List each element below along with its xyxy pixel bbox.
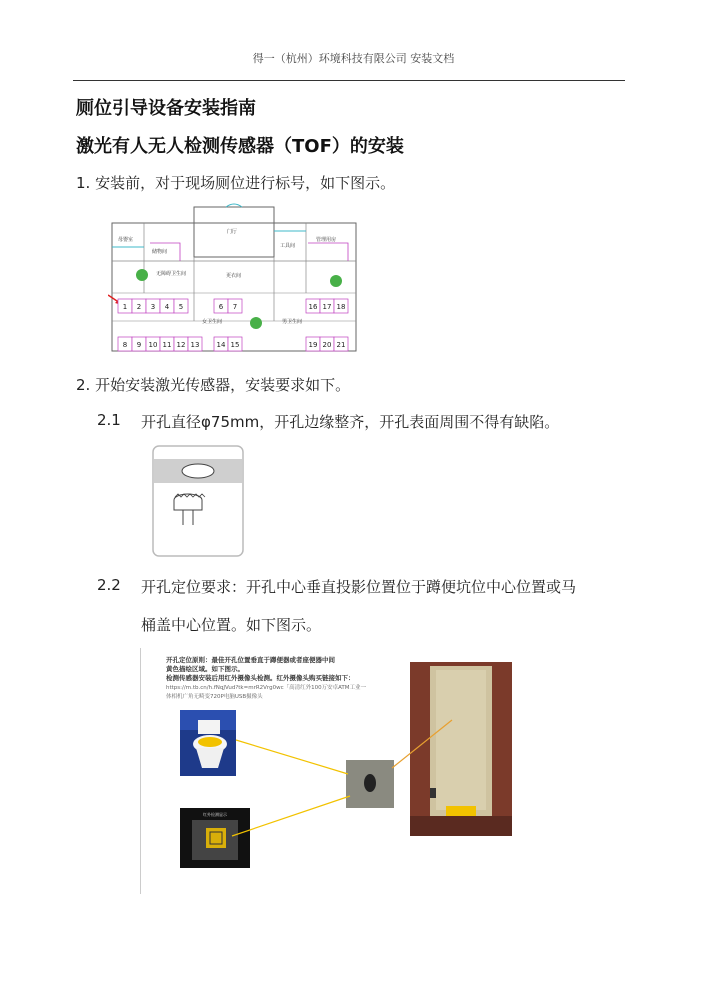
room-label: 门厅 (227, 229, 238, 235)
section-title: 激光有人无人检测传感器（TOF）的安装 (76, 136, 404, 157)
stall-number: 19 (308, 341, 318, 349)
note-line-4: https://m.tb.cn/h.fNqJVud?tk=mrR2Vrg0wc「高清红外100万安卓ATM工业一 (166, 685, 367, 691)
stall-number: 16 (308, 303, 318, 311)
installation-figure (140, 648, 520, 898)
floorplan-drawing (108, 203, 360, 355)
room-label: 女卫生间 (202, 319, 223, 325)
stall-number: 8 (122, 341, 128, 349)
stall-number: 9 (136, 341, 142, 349)
stall-number: 6 (218, 303, 224, 311)
inset-label: 红外检测显示 (203, 812, 227, 817)
step-1-text: 1. 安装前，对于现场厕位进行标号，如下图示。 (76, 174, 396, 192)
stall-number: 3 (150, 303, 156, 311)
room-label: 男卫生间 (282, 319, 303, 325)
stall-number: 12 (176, 341, 186, 349)
stall-number: 18 (336, 303, 346, 311)
note-line-2: 黄色描绘区域。如下图示。 (166, 665, 244, 673)
stall-number: 2 (136, 303, 142, 311)
room-label: 更衣间 (226, 273, 242, 279)
header-divider (73, 80, 625, 81)
stall-number: 17 (322, 303, 332, 311)
stall-number: 13 (190, 341, 200, 349)
step-2-2-text-line1: 开孔定位要求：开孔中心垂直投影位置位于蹲便坑位中心位置或马 (141, 578, 577, 596)
sensor-photo (346, 760, 394, 808)
room-label: 储物间 (152, 249, 168, 255)
step-2-2-text-line2: 桶盖中心位置。如下图示。 (141, 616, 322, 634)
stall-number: 4 (164, 303, 170, 311)
note-line-1: 开孔定位原则：最佳开孔位置垂直于蹲便器或者座便器中间 (166, 656, 335, 664)
room-label: 母婴室 (118, 237, 134, 243)
room-label: 管理用房 (316, 237, 337, 243)
toilet-photo (180, 710, 236, 776)
stall-number: 10 (148, 341, 158, 349)
step-2-1-number: 2.1 (97, 411, 121, 429)
stall-number: 14 (216, 341, 226, 349)
stall-number: 21 (336, 341, 346, 349)
step-2-text: 2. 开始安装激光传感器，安装要求如下。 (76, 376, 351, 394)
hole-diagram (152, 445, 244, 561)
step-2-1-text: 开孔直径φ75mm，开孔边缘整齐，开孔表面周围不得有缺陷。 (141, 413, 560, 431)
stall-number: 20 (322, 341, 332, 349)
note-line-3: 检测传感器安装后用红外摄像头检测。红外摄像头购买链接如下： (166, 674, 355, 682)
document-title: 厕位引导设备安装指南 (76, 98, 256, 119)
stall-number: 5 (178, 303, 184, 311)
stall-photo (410, 662, 512, 836)
step-2-2-number: 2.2 (97, 576, 121, 594)
stall-number: 1 (122, 303, 128, 311)
stall-number: 15 (230, 341, 240, 349)
room-label: 无障碍卫生间 (156, 271, 187, 277)
page-header: 得一（杭州）环境科技有限公司 安装文档 (252, 52, 455, 65)
stall-number: 11 (162, 341, 172, 349)
floorplan-figure (108, 203, 360, 359)
stall-number: 7 (232, 303, 238, 311)
note-line-5: 体相机广角无畸变720P电脑USB摄像头 (166, 694, 263, 700)
room-label: 工具间 (280, 243, 296, 249)
ir-camera-inset (180, 808, 250, 868)
